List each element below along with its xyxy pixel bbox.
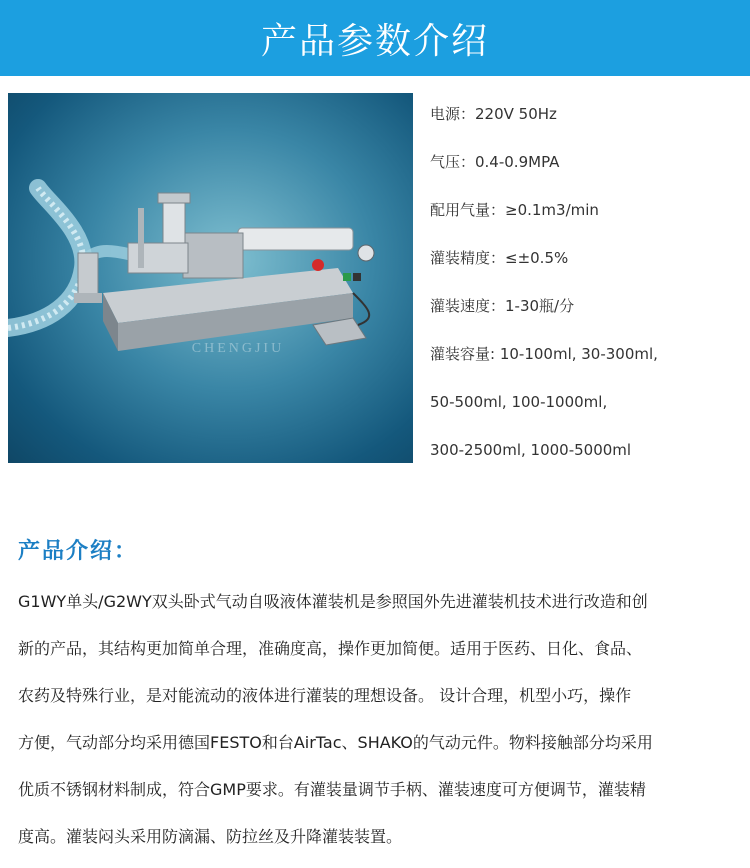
photo-watermark: CHENGJIU xyxy=(191,341,285,356)
intro-line: 农药及特殊行业，是对能流动的液体进行灌装的理想设备。 设计合理，机型小巧，操作 xyxy=(18,686,632,705)
spec-air-pressure: 气压：0.4-0.9MPA xyxy=(430,153,560,171)
title-banner xyxy=(0,0,750,76)
spec-filling-volume: 灌装容量: 10-100ml, 30-300ml, xyxy=(430,345,658,363)
spec-filling-volume-cont: 300-2500ml, 1000-5000ml xyxy=(430,441,632,459)
spec-filling-volume-cont: 50-500ml, 100-1000ml, xyxy=(430,393,608,411)
intro-paragraph xyxy=(18,578,740,860)
product-photo xyxy=(8,93,413,463)
banner-title: 产品参数介绍 xyxy=(260,20,489,62)
intro-line: 新的产品，其结构更加简单合理，准确度高，操作更加简便。适用于医药、日化、食品、 xyxy=(18,639,643,658)
intro-heading: 产品介绍： xyxy=(18,538,139,564)
intro-line: 优质不锈钢材料制成，符合GMP要求。有灌装量调节手柄、灌装速度可方便调节，灌装精 xyxy=(18,780,646,799)
spec-air-consumption: 配用气量：≥0.1m3/min xyxy=(430,201,599,219)
spec-filling-accuracy: 灌装精度：≤±0.5% xyxy=(430,249,569,267)
intro-line: G1WY单头/G2WY双头卧式气动自吸液体灌装机是参照国外先进灌装机技术进行改造和创 xyxy=(18,592,648,611)
spec-power: 电源：220V 50Hz xyxy=(430,105,557,123)
intro-line: 方便，气动部分均采用德国FESTO和台AirTac、SHAKO的气动元件。物料接触部分均采用 xyxy=(18,733,653,752)
filling-machine-illustration xyxy=(8,93,413,463)
spec-filling-speed: 灌装速度：1-30瓶/分 xyxy=(430,297,575,315)
intro-line: 度高。灌装闷头采用防滴漏、防拉丝及升降灌装装置。 xyxy=(18,827,403,846)
